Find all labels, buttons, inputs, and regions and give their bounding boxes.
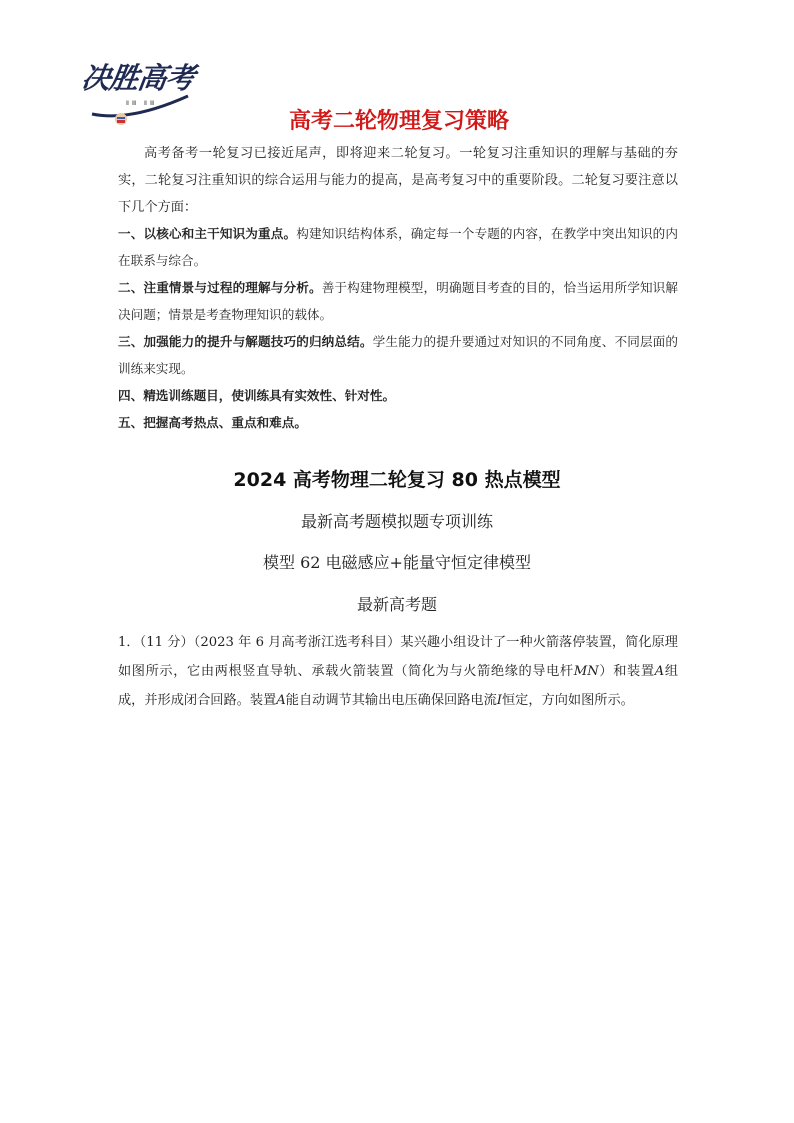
strategy-point-5-heading: 五、把握高考热点、重点和难点。 bbox=[118, 415, 307, 430]
strategy-point-2-text: 善于构建物理模型，明确题目考查的目的，恰当运用所学知识解决问题；情景是考查物理知识的载体。 bbox=[118, 280, 679, 322]
strategy-point-3 bbox=[118, 328, 678, 382]
strategy-point-1 bbox=[118, 220, 678, 274]
page-title: 高考二轮物理复习策略 bbox=[288, 109, 509, 134]
strategy-point-1-text: 构建知识结构体系，确定每一个专题的内容，在教学中突出知识的内在联系与综合。 bbox=[118, 226, 679, 268]
strategy-point-4-heading: 四、精选训练题目，使训练具有实效性、针对性。 bbox=[118, 388, 396, 403]
intro-paragraph: 高考备考一轮复习已接近尾声，即将迎来二轮复习。一轮复习注重知识的理解与基础的夯实，二轮复习注重知识的综合运用与能力的提高，是高考复习中的重要阶段。二轮复习要注意以下几个方面： bbox=[118, 146, 678, 215]
strategy-point-5 bbox=[118, 409, 678, 436]
strategy-point-1-heading: 一、以核心和主干知识为重点。 bbox=[118, 226, 297, 241]
question-1-prefix: 1．（11 分）（2023 年 6 月高考浙江选考科目）某兴趣小组设计了一种火箭落停装置，简化原理如图所示，它由两根竖直导轨、承载火箭装置（简化为与火箭绝缘的导电杆 bbox=[118, 635, 678, 679]
question-1-mid3: 能自动调节其输出电压确保回路电流 bbox=[285, 693, 497, 708]
question-1 bbox=[118, 628, 678, 715]
var-a-1: A bbox=[654, 664, 665, 679]
strategy-point-2 bbox=[118, 274, 678, 328]
logo-text: 决胜高考 bbox=[79, 61, 197, 95]
section-heading: 最新高考题 bbox=[356, 595, 437, 614]
question-1-mid1: ）和装置 bbox=[598, 664, 655, 679]
strategy-point-3-text: 学生能力的提升要通过对知识的不同角度、不同层面的训练来实现。 bbox=[118, 334, 679, 376]
var-a-2: A bbox=[276, 693, 286, 708]
strategy-point-3-heading: 三、加强能力的提升与解题技巧的归纳总结。 bbox=[118, 334, 373, 349]
subtitle-heading: 最新高考题模拟题专项训练 bbox=[300, 512, 493, 531]
logo-small-text: ⅡⅢ ⅡⅢ bbox=[126, 100, 158, 107]
strategy-point-4 bbox=[118, 382, 678, 409]
strategy-point-2-heading: 二、注重情景与过程的理解与分析。 bbox=[118, 280, 322, 295]
var-mn: MN bbox=[573, 664, 599, 679]
question-1-suffix: 恒定，方向如图所示。 bbox=[502, 693, 634, 708]
model-heading: 模型 62 电磁感应+能量守恒定律模型 bbox=[263, 553, 531, 572]
series-heading: 2024 高考物理二轮复习 80 热点模型 bbox=[233, 469, 561, 491]
var-i: I bbox=[496, 693, 502, 708]
question-1-mid2: 组成，并形成闭合回路。装置 bbox=[118, 664, 679, 708]
